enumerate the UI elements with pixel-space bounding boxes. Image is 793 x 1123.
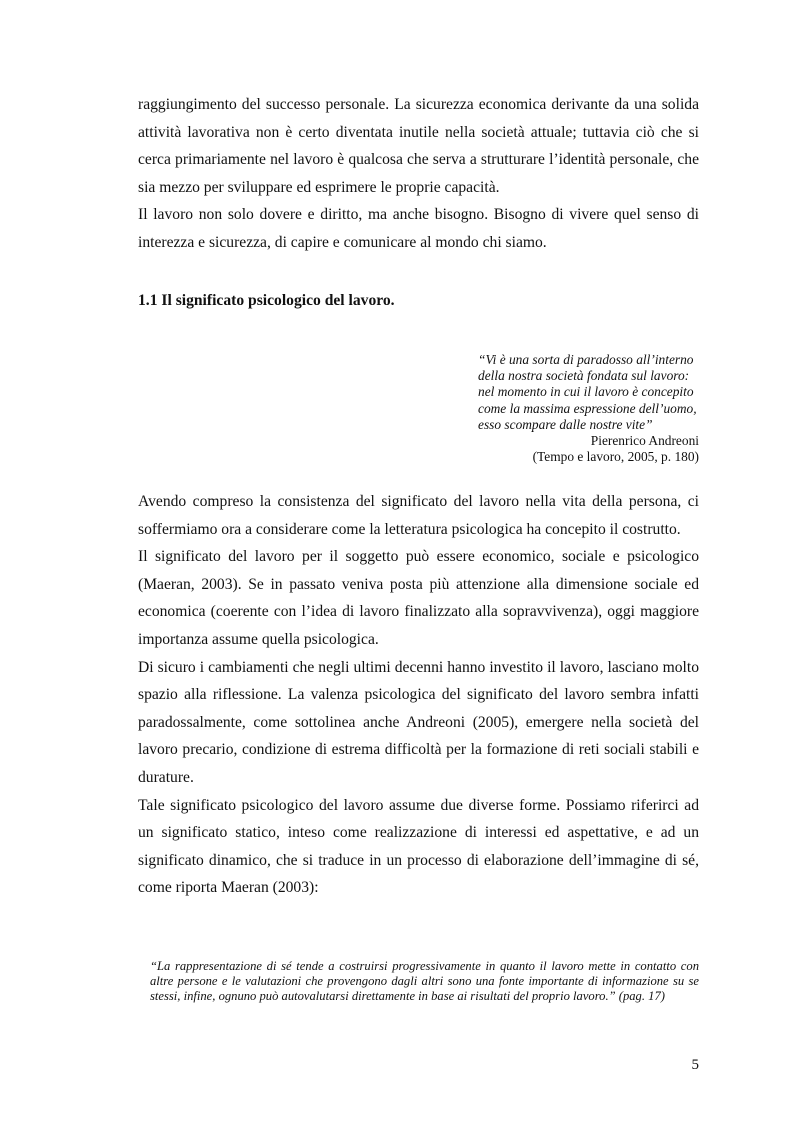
page-number: 5 (691, 1057, 699, 1073)
opening-paragraph-1: raggiungimento del successo personale. La sicurezza economica derivante da una solida attività lavorativa non è certo diventata inutile nella società attuale; tuttavia ciò che si cerca primariamente nel lavoro è qualcosa che serva a strutturare l’identità personale, che sia mezzo per sviluppare ed esprimere le proprie capacità. (138, 96, 699, 196)
block-quotation: “La rappresentazione di sé tende a costruirsi progressivamente in quanto il lavoro mette in contatto con altre persone e le valutazioni che provengono dagli altri sono una fonte importante di informazione su se stessi, infine, ognuno può autovalutarsi direttamente in base ai risultati del proprio lavoro.” (pag. 17) (150, 959, 699, 1003)
section-heading: 1.1 Il significato psicologico del lavoro. (138, 292, 395, 309)
body-paragraph-3: Di sicuro i cambiamenti che negli ultimi decenni hanno investito il lavoro, lasciano molto spazio alla riflessione. La valenza psicologica del significato del lavoro sembra infatti paradossalmente, come sottolinea anche Andreoni (2005), emergere nella società del lavoro precario, condizione di estrema difficoltà per la formazione di reti sociali stabili e durature. (138, 658, 699, 786)
epigraph-source: (Tempo e lavoro, 2005, p. 180) (532, 449, 699, 465)
epigraph (470, 352, 699, 465)
epigraph-author: Pierenrico Andreoni (590, 433, 699, 449)
body-paragraph-1: Avendo compreso la consistenza del significato del lavoro nella vita della persona, ci soffermiamo ora a considerare come la letteratura psicologica ha concepito il costrutto. (138, 493, 699, 538)
main-text-block (138, 488, 699, 902)
opening-paragraph-2: Il lavoro non solo dovere e diritto, ma anche bisogno. Bisogno di vivere quel senso di interezza e sicurezza, di capire e comunicare al mondo chi siamo. (138, 206, 699, 251)
body-paragraph-4: Tale significato psicologico del lavoro assume due diverse forme. Possiamo riferirci ad un significato statico, inteso come realizzazione di interessi ed aspettative, e ad un significato dinamico, che si traduce in un processo di elaborazione dell’immagine di sé, come riporta Maeran (2003): (138, 796, 699, 897)
body-paragraph-2: Il significato del lavoro per il soggetto può essere economico, sociale e psicologico (Maeran, 2003). Se in passato veniva posta più attenzione alla dimensione sociale ed economica (coerente con l’idea di lavoro finalizzato alla sopravvivenza), oggi maggiore importanza assume quella psicologica. (138, 548, 699, 648)
epigraph-quote: “Vi è una sorta di paradosso all’interno della nostra società fondata sul lavoro: nel momento in cui il lavoro è concepito come la massima espressione dell’uomo, esso scompare dalle nostre vite” (478, 352, 697, 432)
opening-text-block (138, 91, 699, 257)
